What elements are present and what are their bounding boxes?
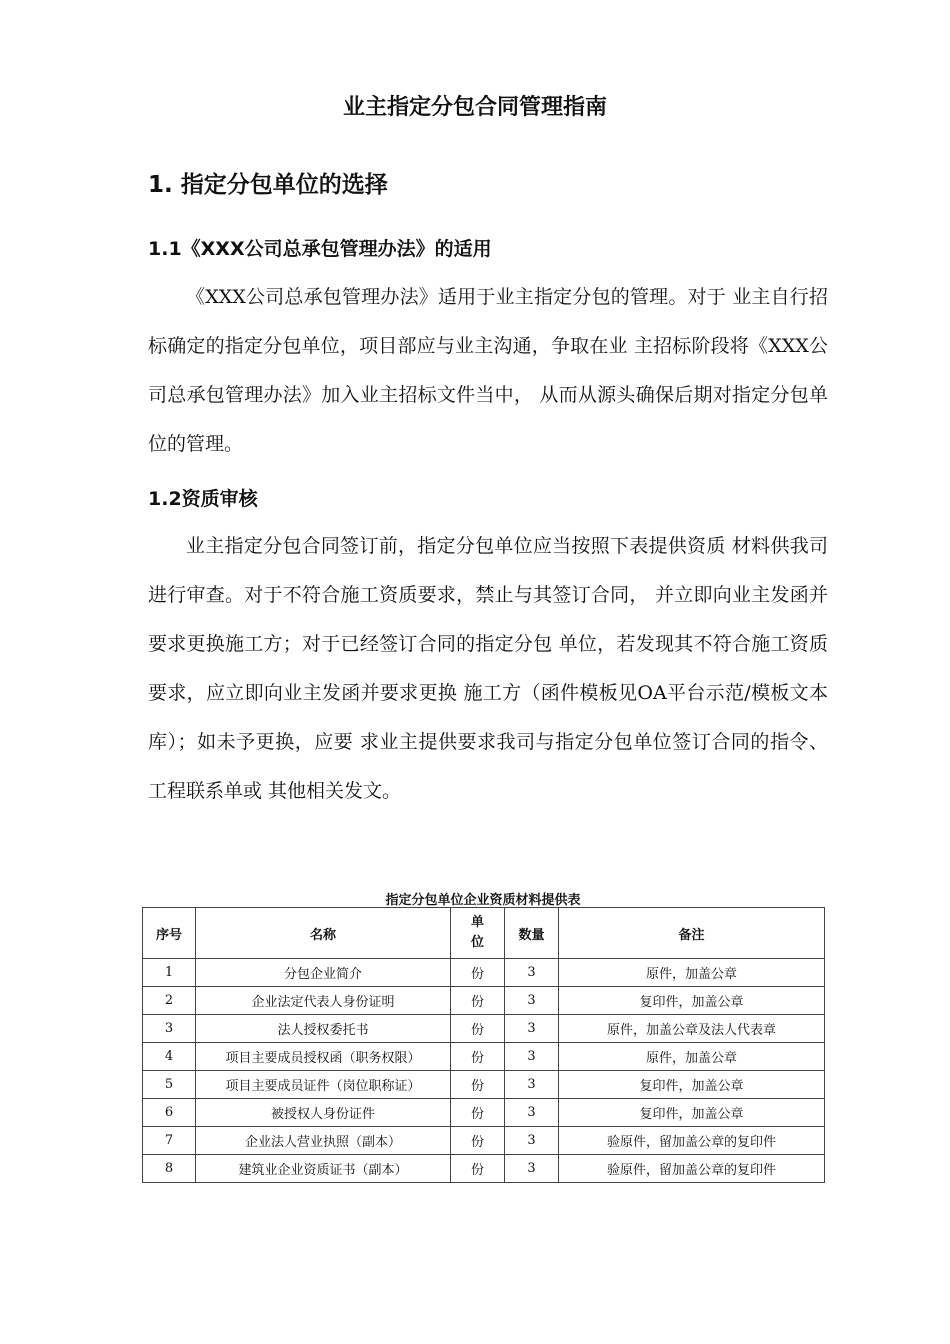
document-title: 业主指定分包合同管理指南 [342,95,607,120]
section-1-2-paragraph: 业主指定分包合同签订前，指定分包单位应当按照下表提供资质 材料供我司进行审查。对于不符合施工资质要求，禁止与其签订合同， 并立即向业主发函并要求更换施工方；对于已经签订合同的指定分包 单位，若发现其不符合施工资质要求，应立即向业主发函并要求更换 施工方（函件模板见OA平台示范/模板文本库）；如未予更换，应要 求业主提供要求我司与指定分包单位签订合同的指令、工程联系单或 其他相关发文。 [148,535,828,802]
cell-remark: 验原件，留加盖公章的复印件 [559,1127,825,1155]
header-unit [451,908,505,959]
cell-seq: 2 [143,987,196,1015]
cell-seq: 6 [143,1099,196,1127]
cell-qty: 3 [505,959,559,987]
cell-qty: 3 [505,1127,559,1155]
cell-qty: 3 [505,1099,559,1127]
table-row [143,1127,825,1155]
section-1-2-heading: 1.2资质审核 [148,488,258,510]
cell-remark: 验原件，留加盖公章的复印件 [559,1155,825,1183]
cell-seq: 4 [143,1043,196,1071]
cell-name: 被授权人身份证件 [196,1099,451,1127]
table-row [143,1155,825,1183]
cell-name: 项目主要成员授权函（职务权限） [196,1043,451,1071]
cell-qty: 3 [505,987,559,1015]
cell-remark: 原件，加盖公章 [559,959,825,987]
cell-unit: 份 [451,1155,505,1183]
cell-name: 法人授权委托书 [196,1015,451,1043]
table-row [143,1043,825,1071]
section-1-1-paragraph: 《XXX公司总承包管理办法》适用于业主指定分包的管理。对于 业主自行招标确定的指定分包单位，项目部应与业主沟通，争取在业 主招标阶段将《XXX公司总承包管理办法》加入业主招标文件当中， 从而从源头确保后期对指定分包单位的管理。 [148,286,828,455]
cell-unit: 份 [451,987,505,1015]
table-row [143,1015,825,1043]
section-1-heading: 1. 指定分包单位的选择 [148,172,388,198]
cell-qty: 3 [505,1043,559,1071]
cell-seq: 3 [143,1015,196,1043]
cell-name: 项目主要成员证件（岗位职称证） [196,1071,451,1099]
table-row [143,959,825,987]
cell-remark: 复印件，加盖公章 [559,987,825,1015]
cell-unit: 份 [451,1043,505,1071]
cell-name: 建筑业企业资质证书（副本） [196,1155,451,1183]
header-seq: 序号 [143,908,196,959]
section-1-1-heading: 1.1《XXX公司总承包管理办法》的适用 [148,238,492,260]
header-remark: 备注 [559,908,825,959]
cell-remark: 复印件，加盖公章 [559,1099,825,1127]
cell-unit: 份 [451,1099,505,1127]
cell-remark: 原件，加盖公章 [559,1043,825,1071]
table-row [143,1071,825,1099]
cell-qty: 3 [505,1071,559,1099]
cell-unit: 份 [451,1015,505,1043]
header-name: 名称 [196,908,451,959]
table-row [143,987,825,1015]
cell-unit: 份 [451,1071,505,1099]
cell-qty: 3 [505,1015,559,1043]
cell-seq: 7 [143,1127,196,1155]
cell-unit: 份 [451,959,505,987]
table-row [143,1099,825,1127]
cell-seq: 1 [143,959,196,987]
qualification-table [142,907,825,1183]
header-unit-bottom: 位 [470,935,484,950]
cell-qty: 3 [505,1155,559,1183]
cell-remark: 复印件，加盖公章 [559,1071,825,1099]
cell-name: 企业法人营业执照（副本） [196,1127,451,1155]
cell-name: 企业法定代表人身份证明 [196,987,451,1015]
cell-seq: 8 [143,1155,196,1183]
cell-seq: 5 [143,1071,196,1099]
cell-remark: 原件，加盖公章及法人代表章 [559,1015,825,1043]
table-header-row [143,908,825,959]
header-unit-top: 单 [470,915,484,930]
cell-unit: 份 [451,1127,505,1155]
cell-name: 分包企业简介 [196,959,451,987]
header-qty: 数量 [505,908,559,959]
table-caption: 指定分包单位企业资质材料提供表 [385,893,581,908]
